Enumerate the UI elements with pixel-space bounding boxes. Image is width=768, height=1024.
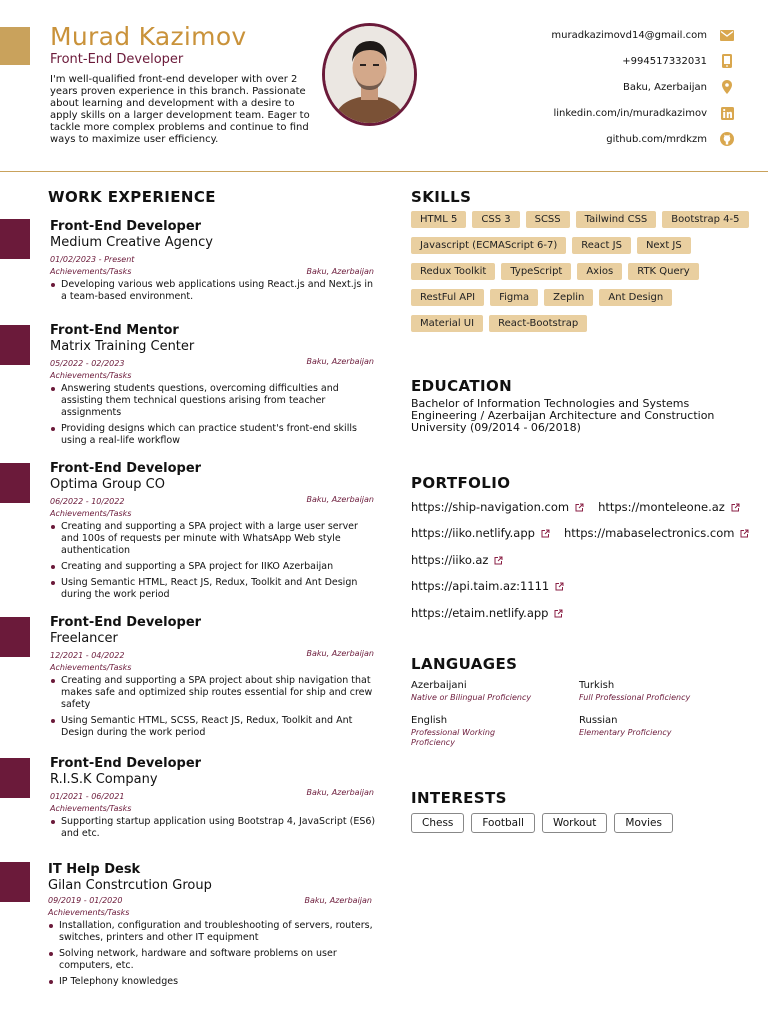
skill-tag: HTML 5 bbox=[411, 211, 466, 228]
contact-linkedin[interactable] bbox=[551, 100, 734, 126]
job-entry bbox=[0, 615, 380, 750]
language-item bbox=[411, 680, 561, 703]
languages-heading: LANGUAGES bbox=[411, 655, 518, 673]
job-company: Freelancer bbox=[50, 631, 118, 646]
contact-github-text: github.com/mrdkzm bbox=[606, 133, 707, 145]
contact-phone[interactable] bbox=[551, 48, 734, 74]
portfolio-link-text: https://etaim.netlify.app bbox=[411, 605, 549, 620]
job-marker bbox=[0, 617, 30, 657]
language-level: Professional Working Proficiency bbox=[411, 728, 496, 747]
skill-row bbox=[411, 237, 761, 254]
portfolio-row bbox=[411, 574, 766, 601]
contact-location-text: Baku, Azerbaijan bbox=[622, 81, 707, 93]
job-bullet: Solving network, hardware and software problems on user computers, etc. bbox=[48, 948, 374, 972]
external-link-icon bbox=[731, 501, 740, 515]
job-bullets bbox=[50, 383, 376, 451]
portrait-illustration bbox=[325, 26, 414, 123]
job-tasks-label: Achievements/Tasks bbox=[50, 267, 132, 276]
job-tasks-label: Achievements/Tasks bbox=[50, 509, 132, 518]
job-marker bbox=[0, 463, 30, 503]
linkedin-icon bbox=[720, 106, 734, 120]
portfolio-link[interactable] bbox=[564, 526, 750, 541]
job-marker bbox=[0, 862, 30, 902]
location-icon bbox=[720, 80, 734, 94]
job-bullets bbox=[50, 521, 376, 605]
language-item bbox=[579, 680, 749, 703]
job-location: Baku, Azerbaijan bbox=[306, 357, 374, 366]
interest-chip: Football bbox=[471, 813, 535, 833]
job-dates: 05/2022 - 02/2023 bbox=[50, 359, 125, 368]
contact-email-text: muradkazimovd14@gmail.com bbox=[551, 29, 707, 41]
skill-tag: Axios bbox=[577, 263, 622, 280]
external-link-icon bbox=[541, 527, 550, 541]
skill-tag: SCSS bbox=[526, 211, 570, 228]
job-title: Front-End Developer bbox=[50, 461, 202, 476]
skill-tag: Zeplin bbox=[544, 289, 593, 306]
job-marker bbox=[0, 758, 30, 798]
job-company: Optima Group CO bbox=[50, 477, 165, 492]
skill-tag: Next JS bbox=[637, 237, 691, 254]
portfolio-link[interactable] bbox=[411, 606, 563, 621]
job-tasks-label: Achievements/Tasks bbox=[50, 371, 132, 380]
job-bullet: Installation, configuration and troubleshooting of servers, routers, switches, printers and other IT equipment bbox=[48, 920, 374, 944]
skill-row bbox=[411, 289, 761, 306]
portfolio-row bbox=[411, 494, 766, 521]
job-tasks-label: Achievements/Tasks bbox=[50, 663, 132, 672]
skill-tag: Ant Design bbox=[599, 289, 672, 306]
job-entry bbox=[0, 862, 380, 1012]
skill-row bbox=[411, 211, 761, 228]
contact-email[interactable] bbox=[551, 22, 734, 48]
profile-photo bbox=[322, 23, 417, 126]
portfolio-link[interactable] bbox=[411, 500, 584, 515]
language-level: Native or Bilingual Proficiency bbox=[411, 693, 532, 702]
skills-heading: SKILLS bbox=[411, 188, 472, 206]
job-company: Matrix Training Center bbox=[50, 339, 195, 354]
job-location: Baku, Azerbaijan bbox=[306, 788, 374, 797]
interests-heading: INTERESTS bbox=[411, 789, 507, 807]
portfolio-link-text: https://ship-navigation.com bbox=[411, 499, 570, 514]
job-marker bbox=[0, 219, 30, 259]
job-marker bbox=[0, 325, 30, 365]
language-name: Russian bbox=[579, 715, 618, 726]
job-location: Baku, Azerbaijan bbox=[306, 649, 374, 658]
contact-location bbox=[551, 74, 734, 100]
portfolio-row bbox=[411, 547, 766, 574]
portfolio-link-text: https://mabaselectronics.com bbox=[563, 526, 735, 541]
language-level: Elementary Proficiency bbox=[579, 728, 672, 737]
contact-linkedin-text: linkedin.com/in/muradkazimov bbox=[553, 107, 707, 119]
language-level: Full Professional Proficiency bbox=[579, 693, 691, 702]
portfolio-link-text: https://api.taim.az:1111 bbox=[411, 579, 550, 594]
job-location: Baku, Azerbaijan bbox=[306, 267, 374, 276]
job-bullet: Using Semantic HTML, React JS, Redux, Toolkit and Ant Design during the work period bbox=[50, 577, 376, 601]
portfolio-heading: PORTFOLIO bbox=[411, 474, 511, 492]
portfolio-link-text: https://monteleone.az bbox=[598, 499, 725, 514]
job-bullet: Developing various web applications using React.js and Next.js in a team-based environment. bbox=[50, 279, 376, 303]
skill-tag: Javascript (ECMAScript 6-7) bbox=[411, 237, 566, 254]
portfolio-row bbox=[411, 521, 766, 548]
portfolio-link-text: https://iiko.netlify.app bbox=[411, 526, 535, 541]
skill-tag: React-Bootstrap bbox=[489, 315, 587, 332]
interest-chip: Chess bbox=[411, 813, 464, 833]
skill-tag: Material UI bbox=[411, 315, 483, 332]
job-entry bbox=[0, 323, 380, 458]
job-dates: 01/2021 - 06/2021 bbox=[50, 792, 125, 801]
portfolio-link-text: https://iiko.az bbox=[411, 552, 489, 567]
education-entry: Bachelor of Information Technologies and Systems Engineering / Azerbaijan Architecture and Construction University (09/2014 - 06/2018) bbox=[411, 397, 715, 434]
external-link-icon bbox=[494, 554, 503, 568]
portfolio-link[interactable] bbox=[598, 500, 740, 515]
language-name: English bbox=[411, 715, 448, 726]
portfolio-link[interactable] bbox=[411, 526, 550, 541]
language-item bbox=[579, 715, 749, 738]
job-title: Front-End Developer bbox=[50, 219, 202, 234]
work-experience-heading: WORK EXPERIENCE bbox=[48, 188, 216, 206]
job-title: Front-End Developer bbox=[50, 756, 202, 771]
skill-tag: RestFul API bbox=[411, 289, 484, 306]
job-company: Gilan Constrcution Group bbox=[48, 878, 212, 893]
job-bullets bbox=[48, 920, 374, 992]
portfolio-list bbox=[411, 494, 766, 627]
external-link-icon bbox=[554, 607, 563, 621]
job-bullets bbox=[50, 675, 376, 743]
external-link-icon bbox=[740, 527, 749, 541]
job-title: Front-End Mentor bbox=[50, 323, 179, 338]
github-icon bbox=[720, 132, 734, 146]
header-divider bbox=[0, 171, 768, 172]
interest-chip: Workout bbox=[542, 813, 607, 833]
skill-row bbox=[411, 315, 761, 332]
job-bullet: Creating and supporting a SPA project with a large user server and 100s of requests per minute with WhatsApp Web style authentication bbox=[50, 521, 376, 557]
skill-tag: CSS 3 bbox=[472, 211, 519, 228]
mail-icon bbox=[720, 28, 734, 42]
contact-github[interactable] bbox=[551, 126, 734, 152]
job-entry bbox=[0, 461, 380, 611]
job-bullet: Answering students questions, overcoming difficulties and assisting them technical questions arising from teacher assignments bbox=[50, 383, 376, 419]
job-bullet: Providing designs which can practice student's front-end skills using a real-life workflow bbox=[50, 423, 376, 447]
portfolio-link[interactable] bbox=[411, 553, 503, 568]
phone-icon bbox=[720, 54, 734, 68]
job-bullets bbox=[50, 279, 376, 307]
skill-tag: React JS bbox=[572, 237, 631, 254]
candidate-title: Front-End Developer bbox=[50, 52, 184, 67]
summary-text: I'm well-qualified front-end developer with over 2 years proven experience in this branch. Passionate about learning and development with a desire to apply skills on a larger development team. Eager to tackle more complex problems and continue to find ways to maximize user efficiency. bbox=[50, 74, 310, 145]
interest-chip: Movies bbox=[614, 813, 673, 833]
skill-row bbox=[411, 263, 761, 280]
job-location: Baku, Azerbaijan bbox=[304, 896, 372, 905]
job-tasks-label: Achievements/Tasks bbox=[48, 908, 130, 917]
skill-tag: Tailwind CSS bbox=[576, 211, 657, 228]
skill-tag: Redux Toolkit bbox=[411, 263, 495, 280]
job-bullet: Creating and supporting a SPA project about ship navigation that makes safe and optimized ship routes essential for ship and crew safety bbox=[50, 675, 376, 711]
skill-tag: TypeScript bbox=[501, 263, 571, 280]
contact-phone-text: +994517332031 bbox=[622, 55, 707, 67]
external-link-icon bbox=[575, 501, 584, 515]
job-title: IT Help Desk bbox=[48, 862, 141, 877]
job-bullet: Supporting startup application using Bootstrap 4, JavaScript (ES6) and etc. bbox=[50, 816, 376, 840]
language-item bbox=[411, 715, 523, 748]
external-link-icon bbox=[555, 580, 564, 594]
job-bullet: IP Telephony knowledges bbox=[48, 976, 374, 988]
job-bullet: Using Semantic HTML, SCSS, React JS, Redux, Toolkit and Ant Design during the work period bbox=[50, 715, 376, 739]
job-dates: 06/2022 - 10/2022 bbox=[50, 497, 125, 506]
job-company: R.I.S.K Company bbox=[50, 772, 158, 787]
skill-tag: Figma bbox=[490, 289, 538, 306]
education-heading: EDUCATION bbox=[411, 377, 513, 395]
skills-list bbox=[411, 211, 761, 341]
job-tasks-label: Achievements/Tasks bbox=[50, 804, 132, 813]
job-company: Medium Creative Agency bbox=[50, 235, 213, 250]
language-name: Turkish bbox=[579, 680, 615, 691]
candidate-name: Murad Kazimov bbox=[50, 22, 247, 51]
job-entry bbox=[0, 756, 380, 856]
job-bullet: Creating and supporting a SPA project for IIKO Azerbaijan bbox=[50, 561, 376, 573]
interests-list bbox=[411, 813, 680, 833]
job-bullets bbox=[50, 816, 376, 844]
skill-tag: RTK Query bbox=[628, 263, 698, 280]
job-entry bbox=[0, 219, 380, 319]
contact-list bbox=[551, 22, 734, 152]
skill-tag: Bootstrap 4-5 bbox=[662, 211, 748, 228]
portfolio-row bbox=[411, 600, 766, 627]
job-title: Front-End Developer bbox=[50, 615, 202, 630]
job-dates: 01/02/2023 - Present bbox=[50, 255, 135, 264]
job-dates: 12/2021 - 04/2022 bbox=[50, 651, 125, 660]
portfolio-link[interactable] bbox=[411, 579, 564, 594]
accent-block bbox=[0, 27, 30, 65]
job-dates: 09/2019 - 01/2020 bbox=[48, 896, 123, 905]
job-location: Baku, Azerbaijan bbox=[306, 495, 374, 504]
language-name: Azerbaijani bbox=[411, 680, 467, 691]
